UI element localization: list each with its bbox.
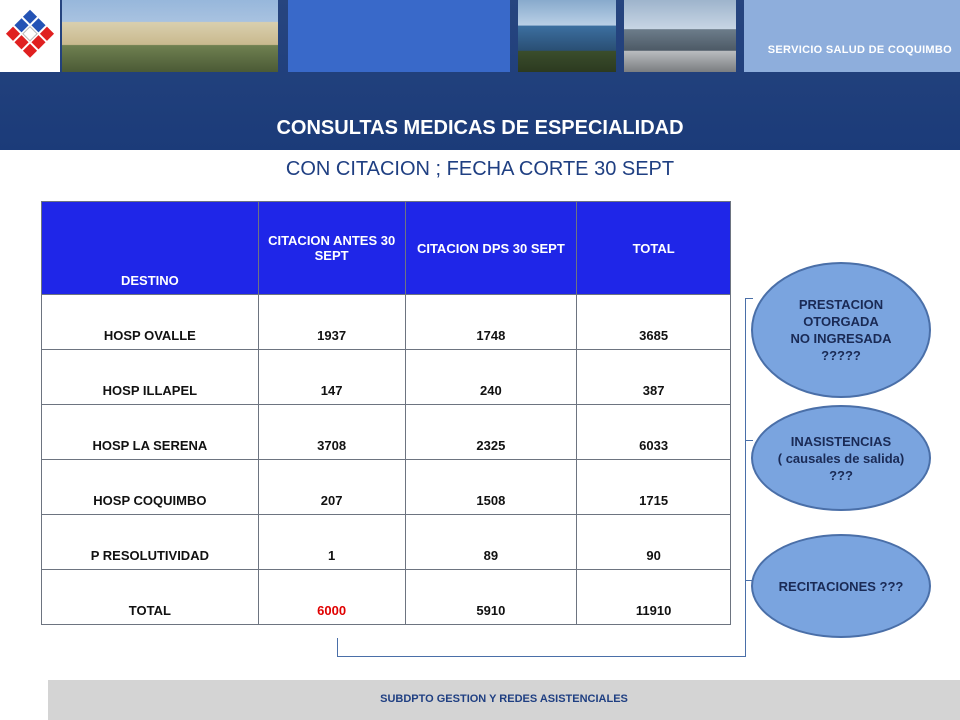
cell-antes: 1 [258,515,405,570]
cell-total: 11910 [577,570,731,625]
government-logo [0,0,60,72]
table-row [42,460,731,515]
callout-line: OTORGADA [803,314,879,329]
footer-text: SUBDPTO GESTION Y REDES ASISTENCIALES [380,693,628,705]
cell-dps: 2325 [405,405,577,460]
callout-recitaciones [751,534,931,638]
cell-destino: HOSP COQUIMBO [42,460,259,515]
bracket-line [337,638,338,656]
cell-destino: HOSP LA SERENA [42,405,259,460]
cell-destino: TOTAL [42,570,259,625]
table-header-row [42,202,731,295]
callout-line: PRESTACION [798,297,884,312]
table-total-row [42,570,731,625]
callout-line: ??? [829,467,853,483]
cell-dps: 240 [405,350,577,405]
table-row [42,515,731,570]
page-title: CONSULTAS MEDICAS DE ESPECIALIDAD [276,117,684,139]
hospital-photo-3 [624,0,736,72]
cell-total: 90 [577,515,731,570]
callout-prestacion [751,262,931,398]
cell-antes: 147 [258,350,405,405]
header-destino: DESTINO [42,202,259,295]
header-panel [288,0,510,72]
hospital-photo-2 [518,0,616,72]
cell-dps: 89 [405,515,577,570]
table-row [42,405,731,460]
cell-dps: 5910 [405,570,577,625]
cell-dps: 1748 [405,295,577,350]
callout-line: INASISTENCIAS [790,433,892,449]
bracket-line [745,298,746,656]
footer-bar [48,680,960,720]
hospital-photo-1 [62,0,278,72]
page-subtitle: CON CITACION ; FECHA CORTE 30 SEPT [285,158,675,180]
callout-line: NO INGRESADA [790,331,892,346]
table-row [42,350,731,405]
callout-line: ( causales de salida) [777,450,905,466]
callout-inasistencias [751,405,931,511]
header-total: TOTAL [577,202,731,295]
header-panel-right [744,0,960,72]
callout-line: RECITACIONES ??? [778,578,904,594]
bracket-line [337,656,746,657]
cell-dps: 1508 [405,460,577,515]
cell-destino: HOSP OVALLE [42,295,259,350]
table-row [42,295,731,350]
cell-total: 6033 [577,405,731,460]
bracket-tick [745,298,753,299]
header-citacion-antes: CITACION ANTES 30 SEPT [258,202,405,295]
bracket-tick [745,440,753,441]
cell-antes-highlight: 6000 [258,570,405,625]
service-name: SERVICIO SALUD DE COQUIMBO [767,44,952,56]
cell-antes: 207 [258,460,405,515]
header-citacion-dps: CITACION DPS 30 SEPT [405,202,577,295]
cell-total: 387 [577,350,731,405]
cell-total: 1715 [577,460,731,515]
cell-destino: P RESOLUTIVIDAD [42,515,259,570]
cell-antes: 3708 [258,405,405,460]
callout-line: ????? [821,348,861,363]
cell-antes: 1937 [258,295,405,350]
consultations-table [41,201,731,625]
cell-destino: HOSP ILLAPEL [42,350,259,405]
cell-total: 3685 [577,295,731,350]
